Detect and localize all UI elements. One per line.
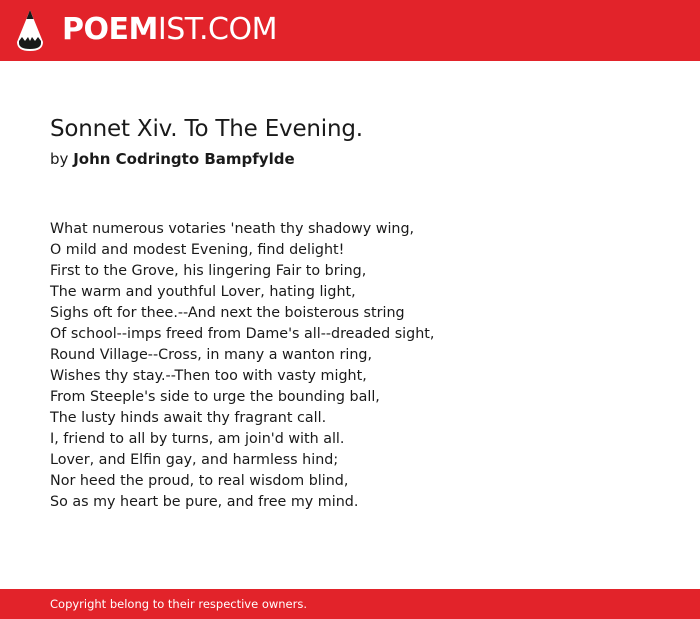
poem-line: Of school--imps freed from Dame's all--dreaded sight, (50, 326, 435, 342)
site-header (0, 0, 700, 61)
site-logo[interactable] (62, 12, 277, 48)
pencil-tip-icon[interactable] (17, 10, 43, 51)
poem-line: Wishes thy stay.--Then too with vasty might, (50, 368, 367, 384)
poem-line: What numerous votaries 'neath thy shadowy wing, (50, 221, 415, 237)
poem-line: First to the Grove, his lingering Fair to bring, (50, 263, 367, 279)
by-label: by (50, 150, 69, 168)
poem-line: The lusty hinds await thy fragrant call. (50, 410, 327, 426)
site-footer (0, 589, 700, 619)
poem-line: Nor heed the proud, to real wisdom blind, (50, 473, 349, 489)
poem-line: I, friend to all by turns, am join'd with all. (50, 431, 345, 447)
logo-text-bold: POEM (62, 12, 158, 47)
copyright-notice: Copyright belong to their respective owners. (50, 597, 308, 611)
poem-line: The warm and youthful Lover, hating light, (50, 284, 356, 300)
poem-line: Round Village--Cross, in many a wanton ring, (50, 347, 373, 363)
poem-body (50, 219, 670, 513)
poem-line: Sighs oft for thee.--And next the boisterous string (50, 305, 405, 321)
poem-byline (50, 150, 295, 168)
logo-text-light: IST.COM (157, 12, 277, 47)
poem-title: Sonnet Xiv. To The Evening. (50, 116, 363, 142)
poem-line: From Steeple's side to urge the bounding ball, (50, 389, 380, 405)
author-name: John Codringto Bampfylde (73, 150, 295, 168)
poem-line: So as my heart be pure, and free my mind. (50, 494, 359, 510)
poem-line: O mild and modest Evening, find delight! (50, 242, 345, 258)
poem-line: Lover, and Elfin gay, and harmless hind; (50, 452, 339, 468)
